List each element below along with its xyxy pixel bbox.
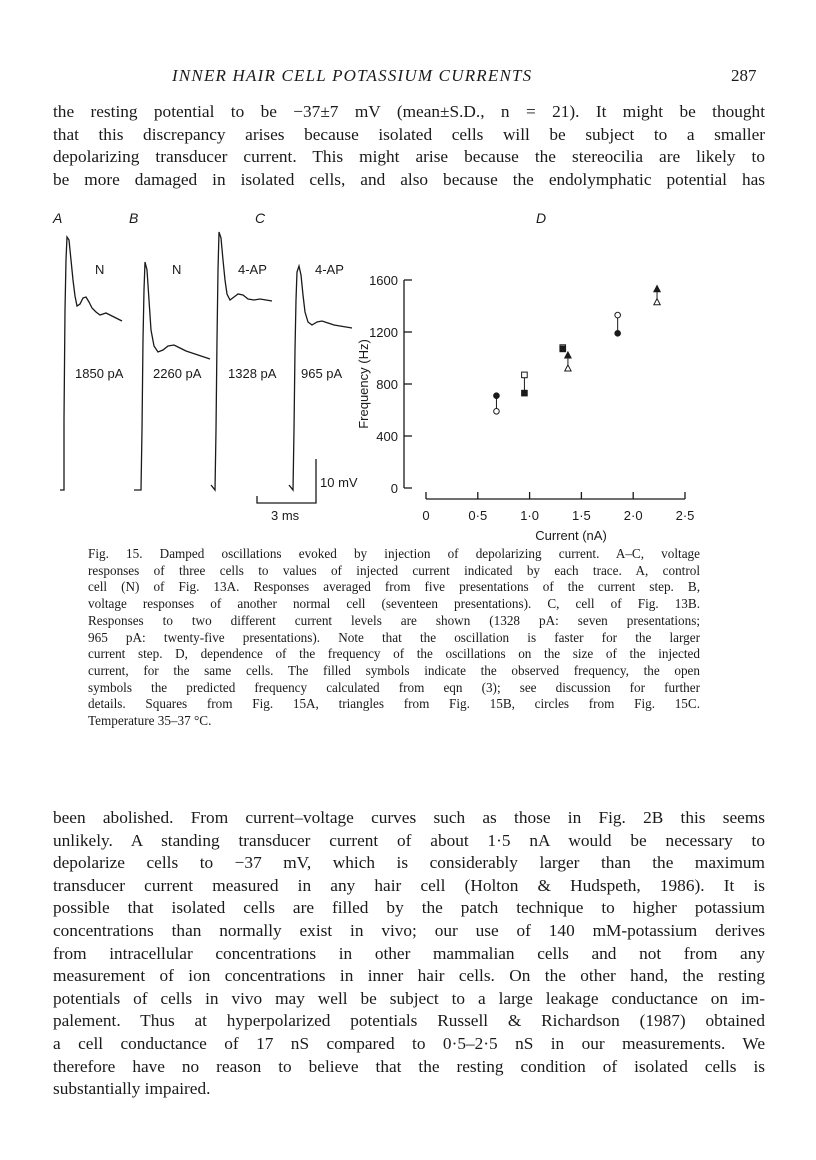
running-title: INNER HAIR CELL POTASSIUM CURRENTS: [172, 66, 533, 85]
x-tick-label: 0·5: [468, 508, 488, 523]
figure-caption: [88, 546, 700, 730]
trace-c1-current: 1328 pA: [228, 366, 277, 381]
text-line: from intracellular concentrations in other mammalian cells and not from any: [53, 943, 765, 963]
y-tick-label: 1200: [369, 325, 398, 340]
circle-predicted-point: [615, 312, 621, 318]
caption-line: Fig. 15. Damped oscillations evoked by injection of depolarizing current. A–C, voltage: [88, 546, 700, 561]
square-observed-point: [560, 346, 566, 352]
text-line: palement. Thus at hyperpolarized potentials Russell & Richardson (1987) obtained: [53, 1011, 765, 1031]
caption-line: symbols the predicted frequency calculated from eqn (3); see discussion for further: [88, 679, 700, 695]
panel-label-b: B: [129, 210, 139, 226]
text-line: concentrations than normally exist in vivo; our use of 140 mM-potassium derives: [53, 920, 765, 940]
circle-observed-point: [615, 331, 621, 337]
scale-bar-time: 3 ms: [271, 508, 300, 523]
paragraph-top: [53, 101, 765, 191]
y-tick-label: 0: [390, 481, 398, 496]
panel-label-d: D: [536, 210, 547, 226]
text-line: been abolished. From current–voltage curves such as those in Fig. 2B this seems: [53, 808, 765, 827]
scale-bar-voltage: 10 mV: [320, 475, 358, 490]
x-tick-label: 2·5: [675, 508, 695, 523]
trace-b-current: 2260 pA: [153, 366, 202, 381]
caption-line: Temperature 35–37 °C.: [88, 713, 212, 729]
trace-a-current: 1850 pA: [75, 366, 124, 381]
x-axis-label: Current (nA): [535, 528, 607, 543]
text-line: therefore have no reason to believe that the resting condition of isolated cells is: [53, 1056, 765, 1076]
y-tick-label: 800: [376, 377, 398, 392]
trace-a-condition: N: [95, 262, 105, 277]
square-predicted-point: [522, 372, 528, 378]
text-line: the resting potential to be −37±7 mV (mean±S.D., n = 21). It might be thought: [53, 102, 765, 121]
paragraph-bottom: [53, 807, 765, 1101]
circle-predicted-point: [494, 409, 500, 415]
page-number: 287: [731, 66, 757, 85]
panel-label-a: A: [53, 210, 63, 226]
caption-line: 965 pA: twenty-five presentations). Note that the oscillation is faster for the larger: [88, 629, 700, 645]
text-line: unlikely. A standing transducer current of about 1·5 nA would be necessary to: [53, 830, 765, 850]
y-tick-label: 400: [376, 429, 398, 444]
square-observed-point: [522, 390, 528, 396]
page-header: [0, 66, 816, 90]
x-tick-label: 2·0: [623, 508, 643, 523]
triangle-observed-point: [565, 352, 571, 358]
text-line: be more damaged in isolated cells, and also because the endolymphatic potential has: [53, 169, 765, 189]
triangle-observed-point: [654, 286, 660, 292]
triangle-predicted-point: [565, 365, 571, 371]
trace-c1-condition: 4-AP: [238, 262, 267, 277]
voltage-trace-a: [60, 237, 122, 490]
caption-line: Responses to two different current levels are shown (1328 pA: seven presentations;: [88, 612, 700, 628]
triangle-predicted-point: [654, 299, 660, 305]
caption-line: cell (N) of Fig. 13A. Responses averaged from five presentations of the current step. B,: [88, 579, 700, 595]
trace-c2-current: 965 pA: [301, 366, 343, 381]
y-tick-label: 1600: [369, 273, 398, 288]
frequency-current-chart: [356, 273, 694, 543]
trace-c2-condition: 4-AP: [315, 262, 344, 277]
text-line: transducer current measured in any hair cell (Holton & Hudspeth, 1986). It is: [53, 875, 765, 895]
text-line: substantially impaired.: [53, 1079, 211, 1099]
caption-line: current step. D, dependence of the frequency of the oscillations on the size of the injected: [88, 646, 700, 662]
text-line: that this discrepancy arises because isolated cells will be subject to a smaller: [53, 124, 765, 144]
y-axis-label: Frequency (Hz): [356, 339, 371, 429]
text-line: depolarize cells to −37 mV, which is considerably larger than the maximum: [53, 853, 765, 873]
text-line: a cell conductance of 17 nS compared to 0·5–2·5 nS in our measurements. We: [53, 1033, 765, 1053]
x-tick-label: 1·0: [520, 508, 539, 523]
x-tick-label: 1·5: [572, 508, 591, 523]
caption-line: details. Squares from Fig. 15A, triangles from Fig. 15B, circles from Fig. 15C.: [88, 696, 700, 712]
x-tick-label: 0: [422, 508, 430, 523]
text-line: potentials of cells in vivo may well be subject to a large leakage conductance on im-: [53, 988, 765, 1008]
circle-observed-point: [494, 393, 500, 399]
caption-line: voltage responses of another normal cell (seventeen presentations). C, cell of Fig. 13B.: [88, 596, 700, 612]
text-line: depolarizing transducer current. This might arise because the stereocilia are likely to: [53, 147, 765, 167]
trace-b-condition: N: [172, 262, 182, 277]
caption-line: current, for the same cells. The filled symbols indicate the observed frequency, the open: [88, 662, 700, 678]
text-line: measurement of ion concentrations in inner hair cells. On the other hand, the resting: [53, 966, 765, 986]
figure-15: [0, 200, 816, 545]
caption-line: responses of three cells to values of injected current indicated by each trace. A, control: [88, 562, 700, 578]
text-line: possible that isolated cells are filled by the patch technique to higher potassium: [53, 898, 765, 918]
scale-bar: [257, 459, 316, 503]
panel-label-c: C: [255, 210, 266, 226]
